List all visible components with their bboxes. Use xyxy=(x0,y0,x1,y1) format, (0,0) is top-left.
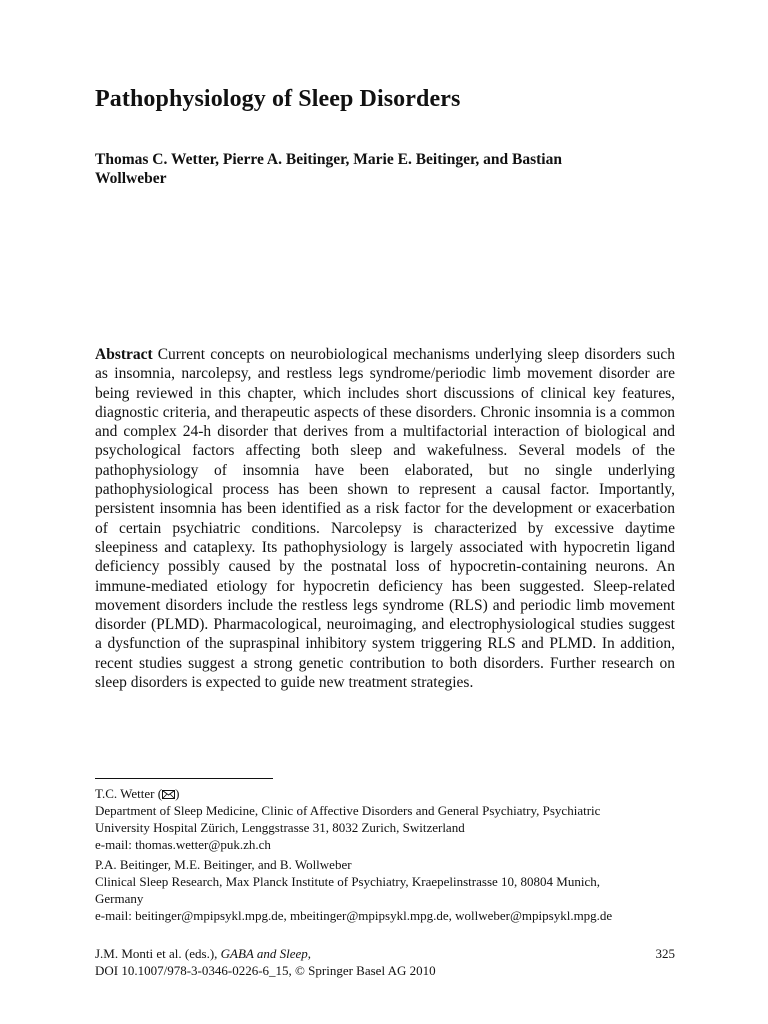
affiliation-line: Clinical Sleep Research, Max Planck Institute of Psychiatry, Kraepelinstrasse 10, 80804 Munich, xyxy=(95,874,600,889)
email-addresses: e-mail: beitinger@mpipsykl.mpg.de, mbeitinger@mpipsykl.mpg.de, wollweber@mpipsykl.mpg.de xyxy=(95,908,613,923)
affiliation-line: Germany xyxy=(95,891,144,906)
page-footer xyxy=(95,945,675,979)
author-line-2: Wollweber xyxy=(95,170,167,187)
corresponding-author: T.C. Wetter ( ) xyxy=(95,786,180,801)
citation: J.M. Monti et al. (eds.), GABA and Sleep, xyxy=(95,946,312,961)
book-title: GABA and Sleep xyxy=(220,946,308,961)
doi: DOI 10.1007/978-3-0346-0226-6_15, © Springer Basel AG 2010 xyxy=(95,963,436,978)
affiliation-line: Department of Sleep Medicine, Clinic of Affective Disorders and General Psychiatry, Psychiatric xyxy=(95,803,601,818)
coauthor-names: P.A. Beitinger, M.E. Beitinger, and B. Wollweber xyxy=(95,857,352,872)
footnote-divider xyxy=(95,778,273,779)
author-list xyxy=(95,150,675,188)
footnote-coauthors xyxy=(95,856,675,924)
abstract-text: Current concepts on neurobiological mechanisms underlying sleep disorders such as insomnia, narcolepsy, and restless legs syndrome/periodic limb movement disorder are being reviewed in this chapter, which includes short discussions of clinical key features, diagnostic criteria, and therapeutic aspects of these disorders. Chronic insomnia is a common and complex 24-h disorder that derives from a multifactorial interaction of biological and psychological factors affecting both sleep and wakefulness. Several models of the pathophysiology of insomnia have been elaborated, but no single underlying pathophysiological process has been shown to represent a causal factor. Importantly, persistent insomnia has been identified as a risk factor for the development or exacerbation of certain psychiatric conditions. Narcolepsy is characterized by excessive daytime sleepiness and cataplexy. Its pathophysiology is largely associated with hypocretin ligand deficiency possibly caused by the postnatal loss of hypocretin-containing neurons. An immune-mediated etiology for hypocretin deficiency has been suggested. Sleep-related movement disorders include the restless legs syndrome (RLS) and periodic limb movement disorder (PLMD). Pharmacological, neuroimaging, and electrophysiological studies suggest a dysfunction of the supraspinal inhibitory system triggering RLS and PLMD. In addition, recent studies suggest a strong genetic contribution to both disorders. Further research on sleep disorders is expected to guide new treatment strategies. xyxy=(95,346,675,692)
footnote-wetter xyxy=(95,785,675,853)
footnotes xyxy=(95,785,675,927)
envelope-icon xyxy=(162,786,175,795)
chapter-title: Pathophysiology of Sleep Disorders xyxy=(95,86,461,112)
abstract-label: Abstract xyxy=(95,346,153,363)
author-line-1: Thomas C. Wetter, Pierre A. Beitinger, Marie E. Beitinger, and Bastian xyxy=(95,151,562,168)
email-address: e-mail: thomas.wetter@puk.zh.ch xyxy=(95,837,271,852)
page-number: 325 xyxy=(655,946,675,961)
abstract xyxy=(95,345,675,692)
affiliation-line: University Hospital Zürich, Lenggstrasse 31, 8032 Zurich, Switzerland xyxy=(95,820,465,835)
